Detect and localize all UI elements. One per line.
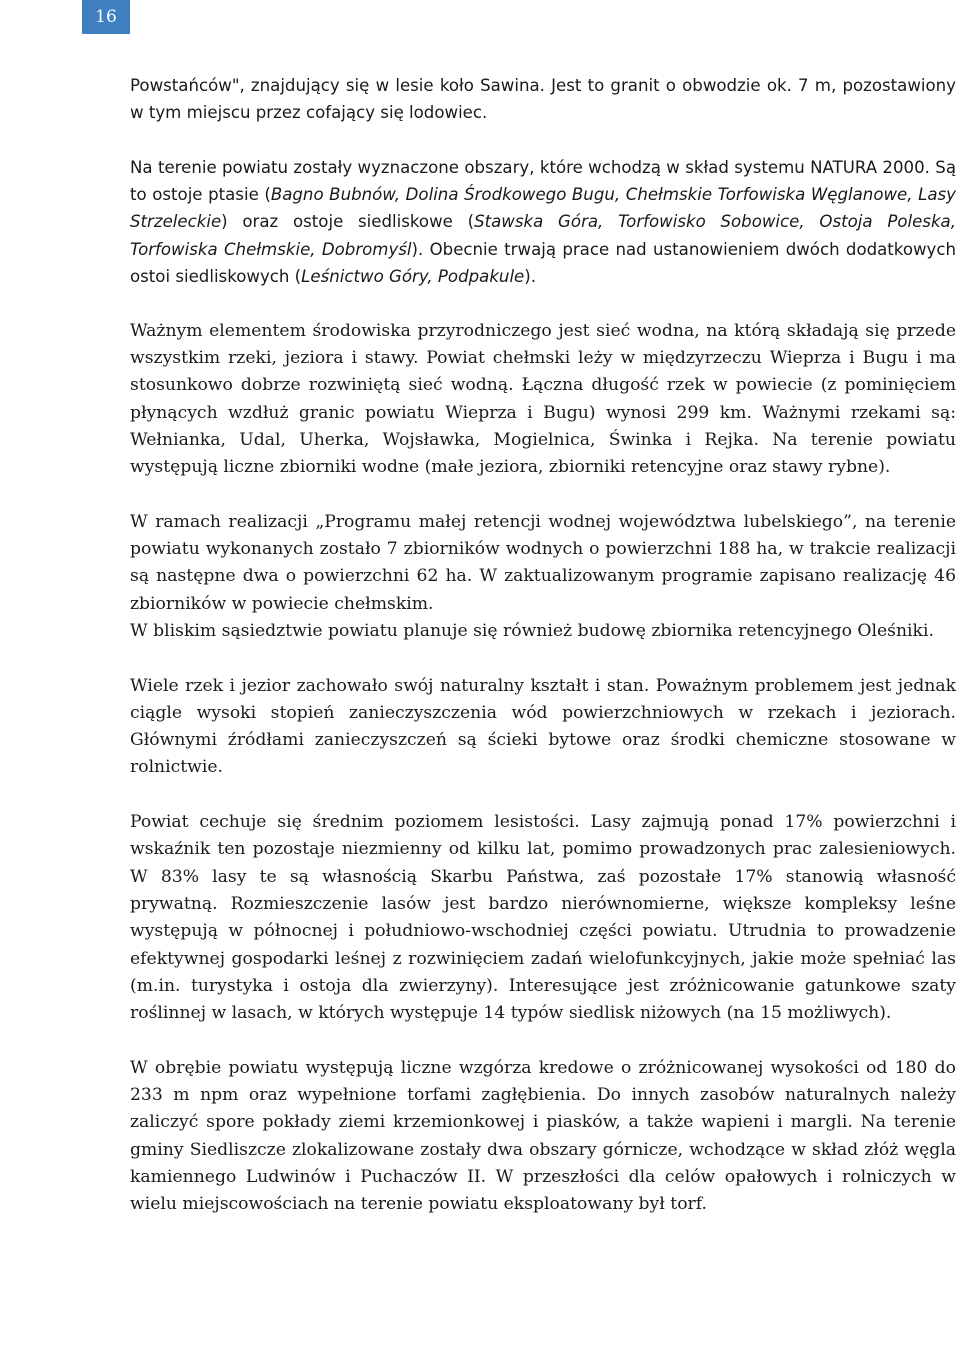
paragraph-text: Wiele rzek i jezior zachowało swój naturalny kształt i stan. Poważnym problemem jest jednak ciągle wysoki stopień zanieczyszczenia wód powierzchniowych w rzekach i jeziorach. Głównymi źródłami zanieczyszczeń są ścieki bytowe oraz środki chemiczne stosowane w rolnictwie. [130, 675, 956, 778]
paragraph-text: W ramach realizacji „Programu małej retencji wodnej województwa lubelskiego”, na terenie powiatu wykonanych zostało 7 zbiorników wodnych o powierzchni 188 ha, w trakcie realizacji są następne dwa o powierzchni 62 ha. W zaktualizowanym programie zapisano realizację 46 zbiorników w powiecie chełmskim. [130, 511, 956, 614]
paragraph-text: ) oraz ostoje siedliskowe ( [221, 212, 475, 232]
italic-habitat-sites: Stawska Góra, Torfowisko Sobowice, Ostoja Poleska, Torfowiska Chełmskie, Dobromyśl [130, 212, 956, 259]
paragraph-text: ). Obecnie trwają prace nad ustanowieniem dwóch dodatkowych ostoi siedliskowych ( [130, 239, 957, 287]
paragraph-forests [130, 809, 956, 1027]
paragraph-continuation: W bliskim sąsiedztwie powiatu planuje się również budowę zbiornika retencyjnego Oleśniki. [130, 620, 934, 641]
paragraph-water-pollution [130, 673, 956, 782]
italic-bird-sites: Bagno Bubnów, Dolina Środkowego Bugu, Chełmskie Torfowiska Węglanowe, Lasy Strzeleckie [130, 185, 956, 232]
paragraph-text: Powstańców", znajdujący się w lesie koło Sawina. Jest to granit o obwodzie ok. 7 m, pozostawiony w tym miejscu przez cofający się lodowiec. [130, 76, 956, 123]
paragraph-text: Ważnym elementem środowiska przyrodniczego jest sieć wodna, na którą składają się przede wszystkim rzeki, jeziora i stawy. Powiat chełmski leży w międzyrzeczu Wieprza i Bugu i ma stosunkowo dobrze rozwiniętą sieć wodną. Łączna długość rzek w powiecie (z pominięciem płynących wzdłuż granic powiatu Wieprza i Bugu) wynosi 299 km. Ważnymi rzekami są: Wełnianka, Udal, Uherka, Wojsławka, Mogielnica, Świnka i Rejka. Na terenie powiatu występują liczne zbiorniki wodne (małe jeziora, zbiorniki retencyjne oraz stawy rybne). [130, 320, 956, 478]
paragraph-water-network [130, 318, 956, 482]
paragraph-text: ). [524, 267, 537, 287]
paragraph-retention-program [130, 509, 956, 645]
italic-new-habitat-sites: Leśnictwo Góry, Podpakule [301, 267, 525, 287]
paragraph-natura-2000 [130, 154, 956, 290]
paragraph-p1 [130, 72, 956, 127]
paragraph-natural-resources [130, 1055, 956, 1219]
paragraph-text: Powiat cechuje się średnim poziomem lesistości. Lasy zajmują ponad 17% powierzchni i wskaźnik ten pozostaje niezmienny od kilku lat, pomimo prowadzonych prac zalesieniowych. W 83% lasy te są własnością Skarbu Państwa, zaś pozostałe 17% stanowią własność prywatną. Rozmieszczenie lasów jest bardzo nierównomierne, większe kompleksy leśne występują w północnej i południowo-wschodniej części powiatu. Utrudnia to prowadzenie efektywnej gospodarki leśnej z rozwinięciem zadań wielofunkcyjnych, jakie może spełniać las (m.in. turystyka i ostoja dla zwierzyny). Interesujące jest zróżnicowanie gatunkowe szaty roślinnej w lasach, w których występuje 14 typów siedlisk niżowych (na 15 możliwych). [130, 812, 956, 1024]
document-body [130, 72, 956, 1218]
paragraph-text: W obrębie powiatu występują liczne wzgórza kredowe o zróżnicowanej wysokości od 180 do 233 m npm oraz wypełnione torfami zagłębienia. Do innych zasobów naturalnych należy zaliczyć spore pokłady ziemi krzemionkowej i piasków, a także wapieni i margli. Na terenie gminy Siedliszcze zlokalizowane zostały dwa obszary górnicze, wchodzące w skład złóż węgla kamiennego Ludwinów i Puchaczów II. W przeszłości dla celów opałowych i rolniczych w wielu miejscowościach na terenie powiatu eksploatowany był torf. [130, 1057, 956, 1215]
paragraph-text: Na terenie powiatu zostały wyznaczone obszary, które wchodzą w skład systemu NATURA 2000. Są to ostoje ptasie ( [130, 157, 956, 205]
page-number: 16 [82, 0, 130, 34]
